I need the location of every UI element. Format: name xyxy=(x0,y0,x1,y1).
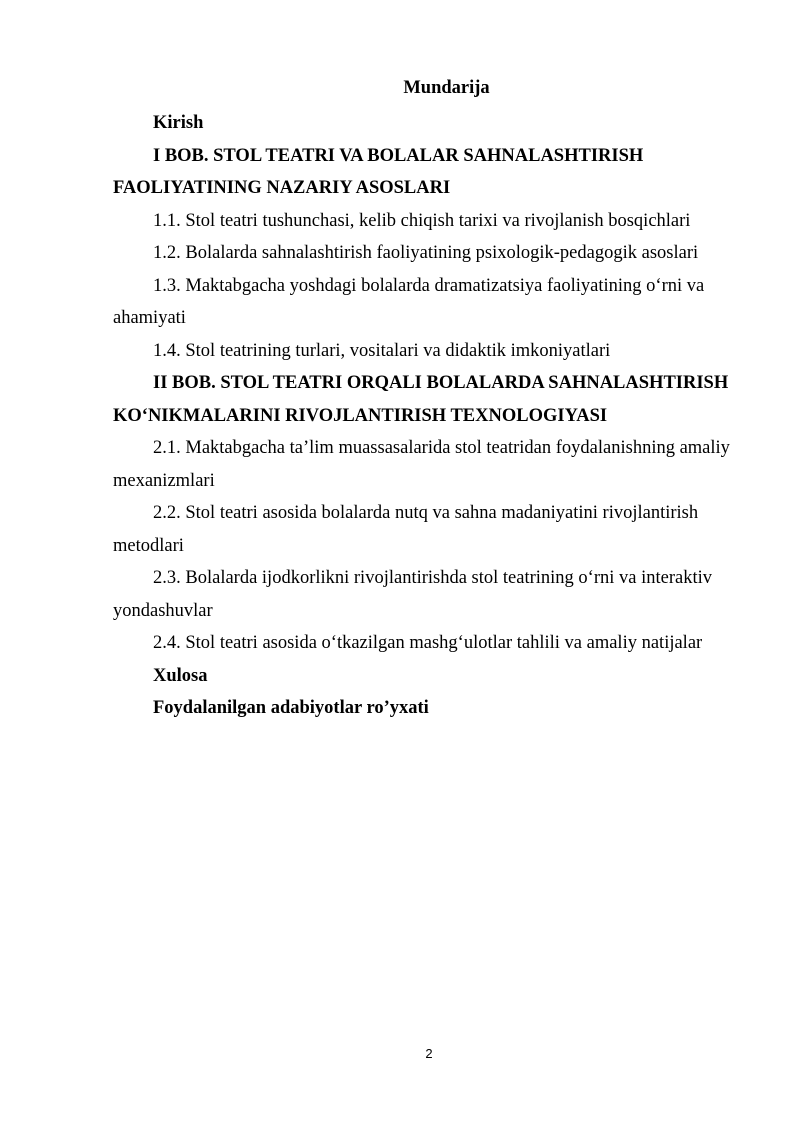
toc-entry-section-2-3: 2.3. Bolalarda ijodkorlikni rivojlantirishda stol teatrining oʻrni va interaktiv yondashuvlar xyxy=(113,568,712,621)
toc-entry-section-1-4: 1.4. Stol teatrining turlari, vositalari va didaktik imkoniyatlari xyxy=(153,340,611,361)
toc-entry-conclusion: Xulosa xyxy=(153,665,208,686)
toc-entry-chapter-1: I BOB. STOL TEATRI VA BOLALAR SAHNALASHTIRISH FAOLIYATINING NAZARIY ASOSLARI xyxy=(113,145,644,198)
toc-entry-section-2-2: 2.2. Stol teatri asosida bolalarda nutq va sahna madaniyatini rivojlantirish metodlari xyxy=(113,503,699,556)
toc-entry-section-1-3: 1.3. Maktabgacha yoshdagi bolalarda dramatizatsiya faoliyatining oʻrni va ahamiyati xyxy=(113,275,705,328)
toc-entry-section-1-1: 1.1. Stol teatri tushunchasi, kelib chiqish tarixi va rivojlanish bosqichlari xyxy=(153,210,691,231)
toc-entry-bibliography: Foydalanilgan adabiyotlar ro’yxati xyxy=(153,698,429,718)
toc-entry-introduction: Kirish xyxy=(153,113,204,133)
toc-entry-section-1-2: 1.2. Bolalarda sahnalashtirish faoliyatining psixologik-pedagogik asoslari xyxy=(153,243,699,263)
page-title: Mundarija xyxy=(403,78,490,98)
table-of-contents xyxy=(113,107,753,725)
toc-entry-chapter-2: II BOB. STOL TEATRI ORQALI BOLALARDA SAHNALASHTIRISH KOʻNIKMALARINI RIVOJLANTIRISH TEXNOLOGIYASI xyxy=(113,373,729,426)
page-number: 2 xyxy=(425,1046,433,1061)
toc-entry-section-2-1: 2.1. Maktabgacha ta’lim muassasalarida stol teatridan foydalanishning amaliy mexanizmlari xyxy=(113,438,730,491)
toc-entry-section-2-4: 2.4. Stol teatri asosida oʻtkazilgan mashgʻulotlar tahlili va amaliy natijalar xyxy=(153,633,703,653)
